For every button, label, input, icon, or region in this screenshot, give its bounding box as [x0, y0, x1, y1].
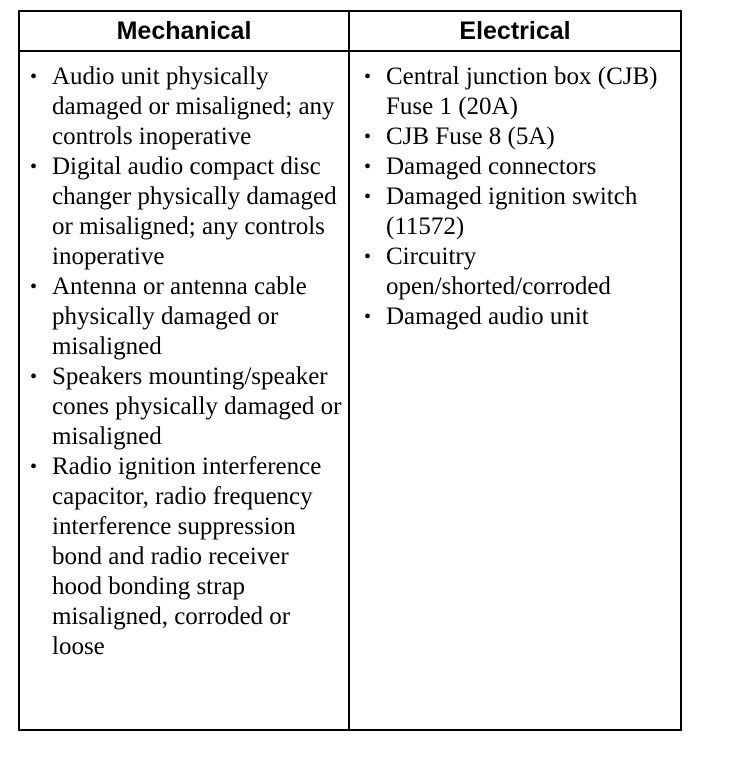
header-row: [20, 12, 680, 52]
electrical-item: • Circuitry open/shorted/corroded: [350, 242, 680, 302]
electrical-item: • Damaged connectors: [350, 152, 680, 182]
header-electrical: Electrical: [459, 16, 571, 45]
electrical-item: • CJB Fuse 8 (5A): [350, 122, 680, 152]
mechanical-cell: [20, 52, 350, 729]
mechanical-list: [20, 62, 348, 662]
mechanical-item: • Audio unit physically damaged or misaligned; any controls inoperative: [20, 62, 348, 152]
electrical-cell: [350, 52, 680, 729]
electrical-item: • Damaged audio unit: [350, 302, 680, 332]
body-row: [20, 52, 680, 729]
electrical-item: • Damaged ignition switch (11572): [350, 182, 680, 242]
mechanical-item: • Speakers mounting/speaker cones physically damaged or misaligned: [20, 362, 348, 452]
inspection-chart-table: [18, 10, 682, 731]
mechanical-item: • Digital audio compact disc changer physically damaged or misaligned; any controls inoperative: [20, 152, 348, 272]
electrical-item: • Central junction box (CJB) Fuse 1 (20A): [350, 62, 680, 122]
electrical-list: [350, 62, 680, 332]
mechanical-item: • Radio ignition interference capacitor, radio frequency interference suppression bond and radio receiver hood bonding strap misaligned, corroded or loose: [20, 452, 348, 662]
header-mechanical: Mechanical: [20, 12, 350, 50]
mechanical-item: • Antenna or antenna cable physically damaged or misaligned: [20, 272, 348, 362]
